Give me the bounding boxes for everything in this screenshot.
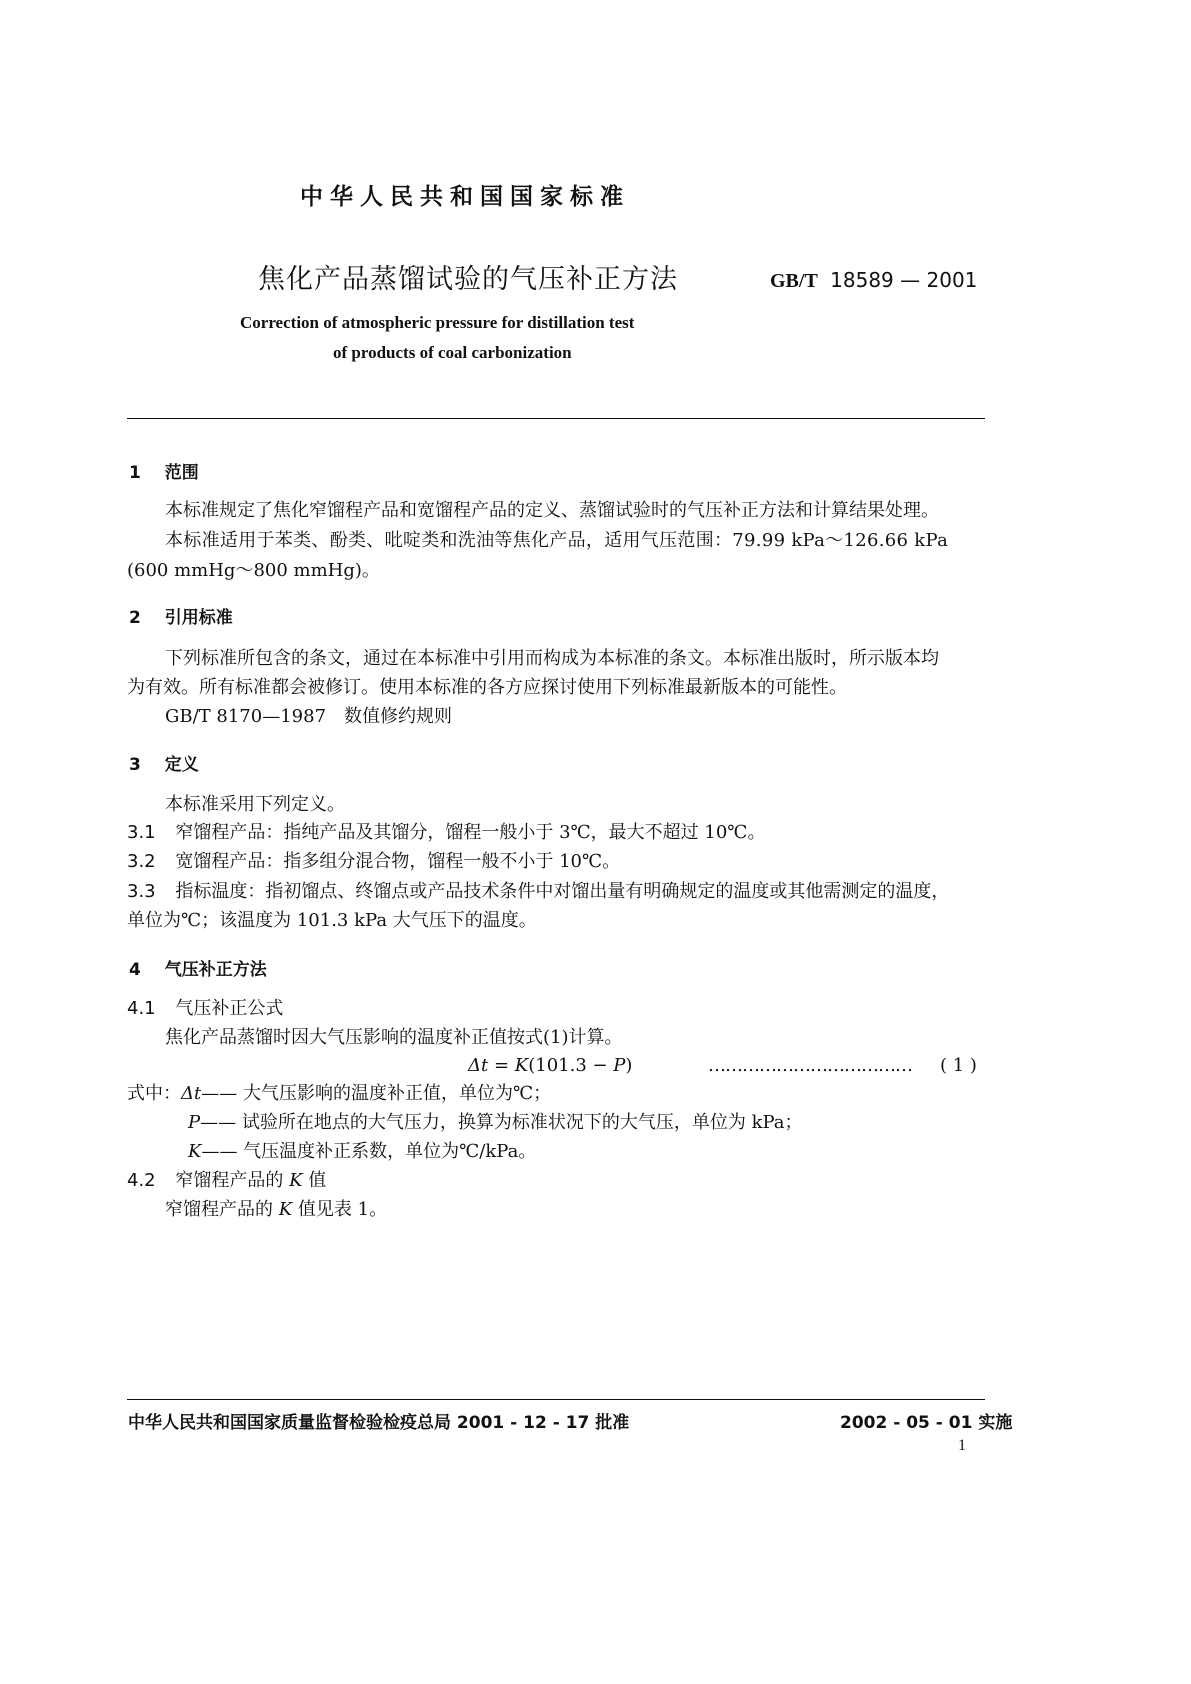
approval-line: 中华人民共和国国家质量监督检验检疫总局 2001 - 12 - 17 批准 bbox=[128, 1413, 630, 1433]
formula-body: (101.3 − bbox=[528, 1055, 614, 1076]
effective-date: 2002 - 05 - 01 实施 bbox=[840, 1413, 1013, 1433]
clause-title-b: 值 bbox=[302, 1170, 327, 1191]
section-1-heading bbox=[129, 458, 199, 483]
definition-text: 宽馏程产品：指多组分混合物，馏程一般不小于 10℃。 bbox=[175, 851, 621, 872]
clause-text-a: 窄馏程产品的 bbox=[165, 1199, 279, 1220]
document-title: 焦化产品蒸馏试验的气压补正方法 bbox=[258, 264, 678, 295]
symbol-k: K bbox=[188, 1141, 202, 1162]
country-standard-title: 中华人民共和国国家标准 bbox=[300, 184, 630, 210]
formula-leader-dots: ……………………………… bbox=[708, 1055, 912, 1076]
footer-divider bbox=[127, 1399, 985, 1400]
where-line-3 bbox=[188, 1141, 536, 1163]
section-1-paragraph-1: 本标准规定了焦化窄馏程产品和宽馏程产品的定义、蒸馏试验时的气压补正方法和计算结果处理。 bbox=[165, 500, 939, 521]
section-title: 引用标准 bbox=[164, 608, 233, 628]
standard-number: 18589 — 2001 bbox=[830, 268, 978, 292]
page-number: 1 bbox=[958, 1437, 966, 1454]
clause-text-b: 值见表 1。 bbox=[292, 1199, 388, 1220]
symbol-delta-t: Δt bbox=[181, 1083, 202, 1104]
formula-k: K bbox=[514, 1055, 529, 1076]
formula-number: ( 1 ) bbox=[940, 1055, 977, 1076]
where-line-2 bbox=[188, 1112, 803, 1134]
clause-title bbox=[175, 1170, 326, 1191]
definition-text: 窄馏程产品：指纯产品及其馏分，馏程一般小于 3℃，最大不超过 10℃。 bbox=[175, 822, 766, 843]
section-title: 定义 bbox=[164, 755, 199, 775]
definition-3-2 bbox=[127, 851, 620, 873]
definition-3-3 bbox=[127, 881, 949, 903]
clause-title: 气压补正公式 bbox=[175, 998, 284, 1019]
section-number: 1 bbox=[129, 463, 141, 483]
formula-equals: = bbox=[488, 1055, 515, 1076]
clause-title-a: 窄馏程产品的 bbox=[175, 1170, 290, 1191]
english-title-line2: of products of coal carbonization bbox=[333, 343, 572, 362]
clause-number: 3.1 bbox=[127, 822, 156, 843]
clause-number: 3.3 bbox=[127, 881, 156, 902]
section-1-paragraph-2-line-2: (600 mmHg～800 mmHg)。 bbox=[127, 560, 380, 581]
formula-1 bbox=[468, 1055, 632, 1077]
section-1-paragraph-2-line-1: 本标准适用于苯类、酚类、吡啶类和洗油等焦化产品，适用气压范围：79.99 kPa～126.66 kPa bbox=[165, 530, 949, 551]
section-2-paragraph-line-2: 为有效。所有标准都会被修订。使用本标准的各方应探讨使用下列标准最新版本的可能性。 bbox=[127, 677, 847, 698]
clause-number: 4.1 bbox=[127, 998, 156, 1019]
definition-3-3-continued: 单位为℃；该温度为 101.3 kPa 大气压下的温度。 bbox=[127, 910, 537, 931]
clause-number: 3.2 bbox=[127, 851, 156, 872]
where-line-1 bbox=[127, 1083, 551, 1105]
section-number: 4 bbox=[129, 960, 141, 980]
english-title-line1: Correction of atmospheric pressure for distillation test bbox=[240, 313, 635, 332]
section-4-heading bbox=[129, 955, 267, 980]
definition-3-1 bbox=[127, 822, 765, 844]
section-title: 范围 bbox=[164, 463, 199, 483]
clause-number: 4.2 bbox=[127, 1170, 156, 1191]
symbol-p: P bbox=[188, 1112, 201, 1133]
symbol-description: —— 大气压影响的温度补正值，单位为℃； bbox=[201, 1083, 552, 1104]
section-2-paragraph-line-1: 下列标准所包含的条文，通过在本标准中引用而构成为本标准的条文。本标准出版时，所示版本均 bbox=[165, 648, 939, 669]
symbol-k: K bbox=[278, 1199, 293, 1220]
section-3-intro: 本标准采用下列定义。 bbox=[165, 794, 345, 815]
section-number: 3 bbox=[129, 755, 141, 775]
standard-prefix: GB/T bbox=[770, 270, 818, 292]
section-2-heading bbox=[129, 603, 233, 628]
clause-4-2-heading bbox=[127, 1170, 326, 1192]
formula-delta-t: Δt bbox=[468, 1055, 489, 1076]
symbol-description: —— 气压温度补正系数，单位为℃/kPa。 bbox=[201, 1141, 537, 1162]
clause-4-1-text: 焦化产品蒸馏时因大气压影响的温度补正值按式(1)计算。 bbox=[165, 1027, 623, 1048]
normative-reference: GB/T 8170—1987 数值修约规则 bbox=[165, 706, 453, 727]
clause-4-2-text bbox=[165, 1199, 387, 1221]
section-title: 气压补正方法 bbox=[164, 960, 267, 980]
where-label: 式中： bbox=[127, 1083, 181, 1104]
symbol-description: —— 试验所在地点的大气压力，换算为标准状况下的大气压，单位为 kPa； bbox=[200, 1112, 803, 1133]
section-number: 2 bbox=[129, 608, 141, 628]
formula-p: P bbox=[613, 1055, 626, 1076]
formula-close: ) bbox=[625, 1055, 633, 1076]
header-divider bbox=[127, 418, 985, 419]
symbol-k: K bbox=[289, 1170, 303, 1191]
section-3-heading bbox=[129, 750, 199, 775]
definition-text: 指标温度：指初馏点、终馏点或产品技术条件中对馏出量有明确规定的温度或其他需测定的温度， bbox=[175, 881, 950, 902]
standard-code bbox=[770, 268, 977, 293]
clause-4-1-heading bbox=[127, 998, 283, 1020]
